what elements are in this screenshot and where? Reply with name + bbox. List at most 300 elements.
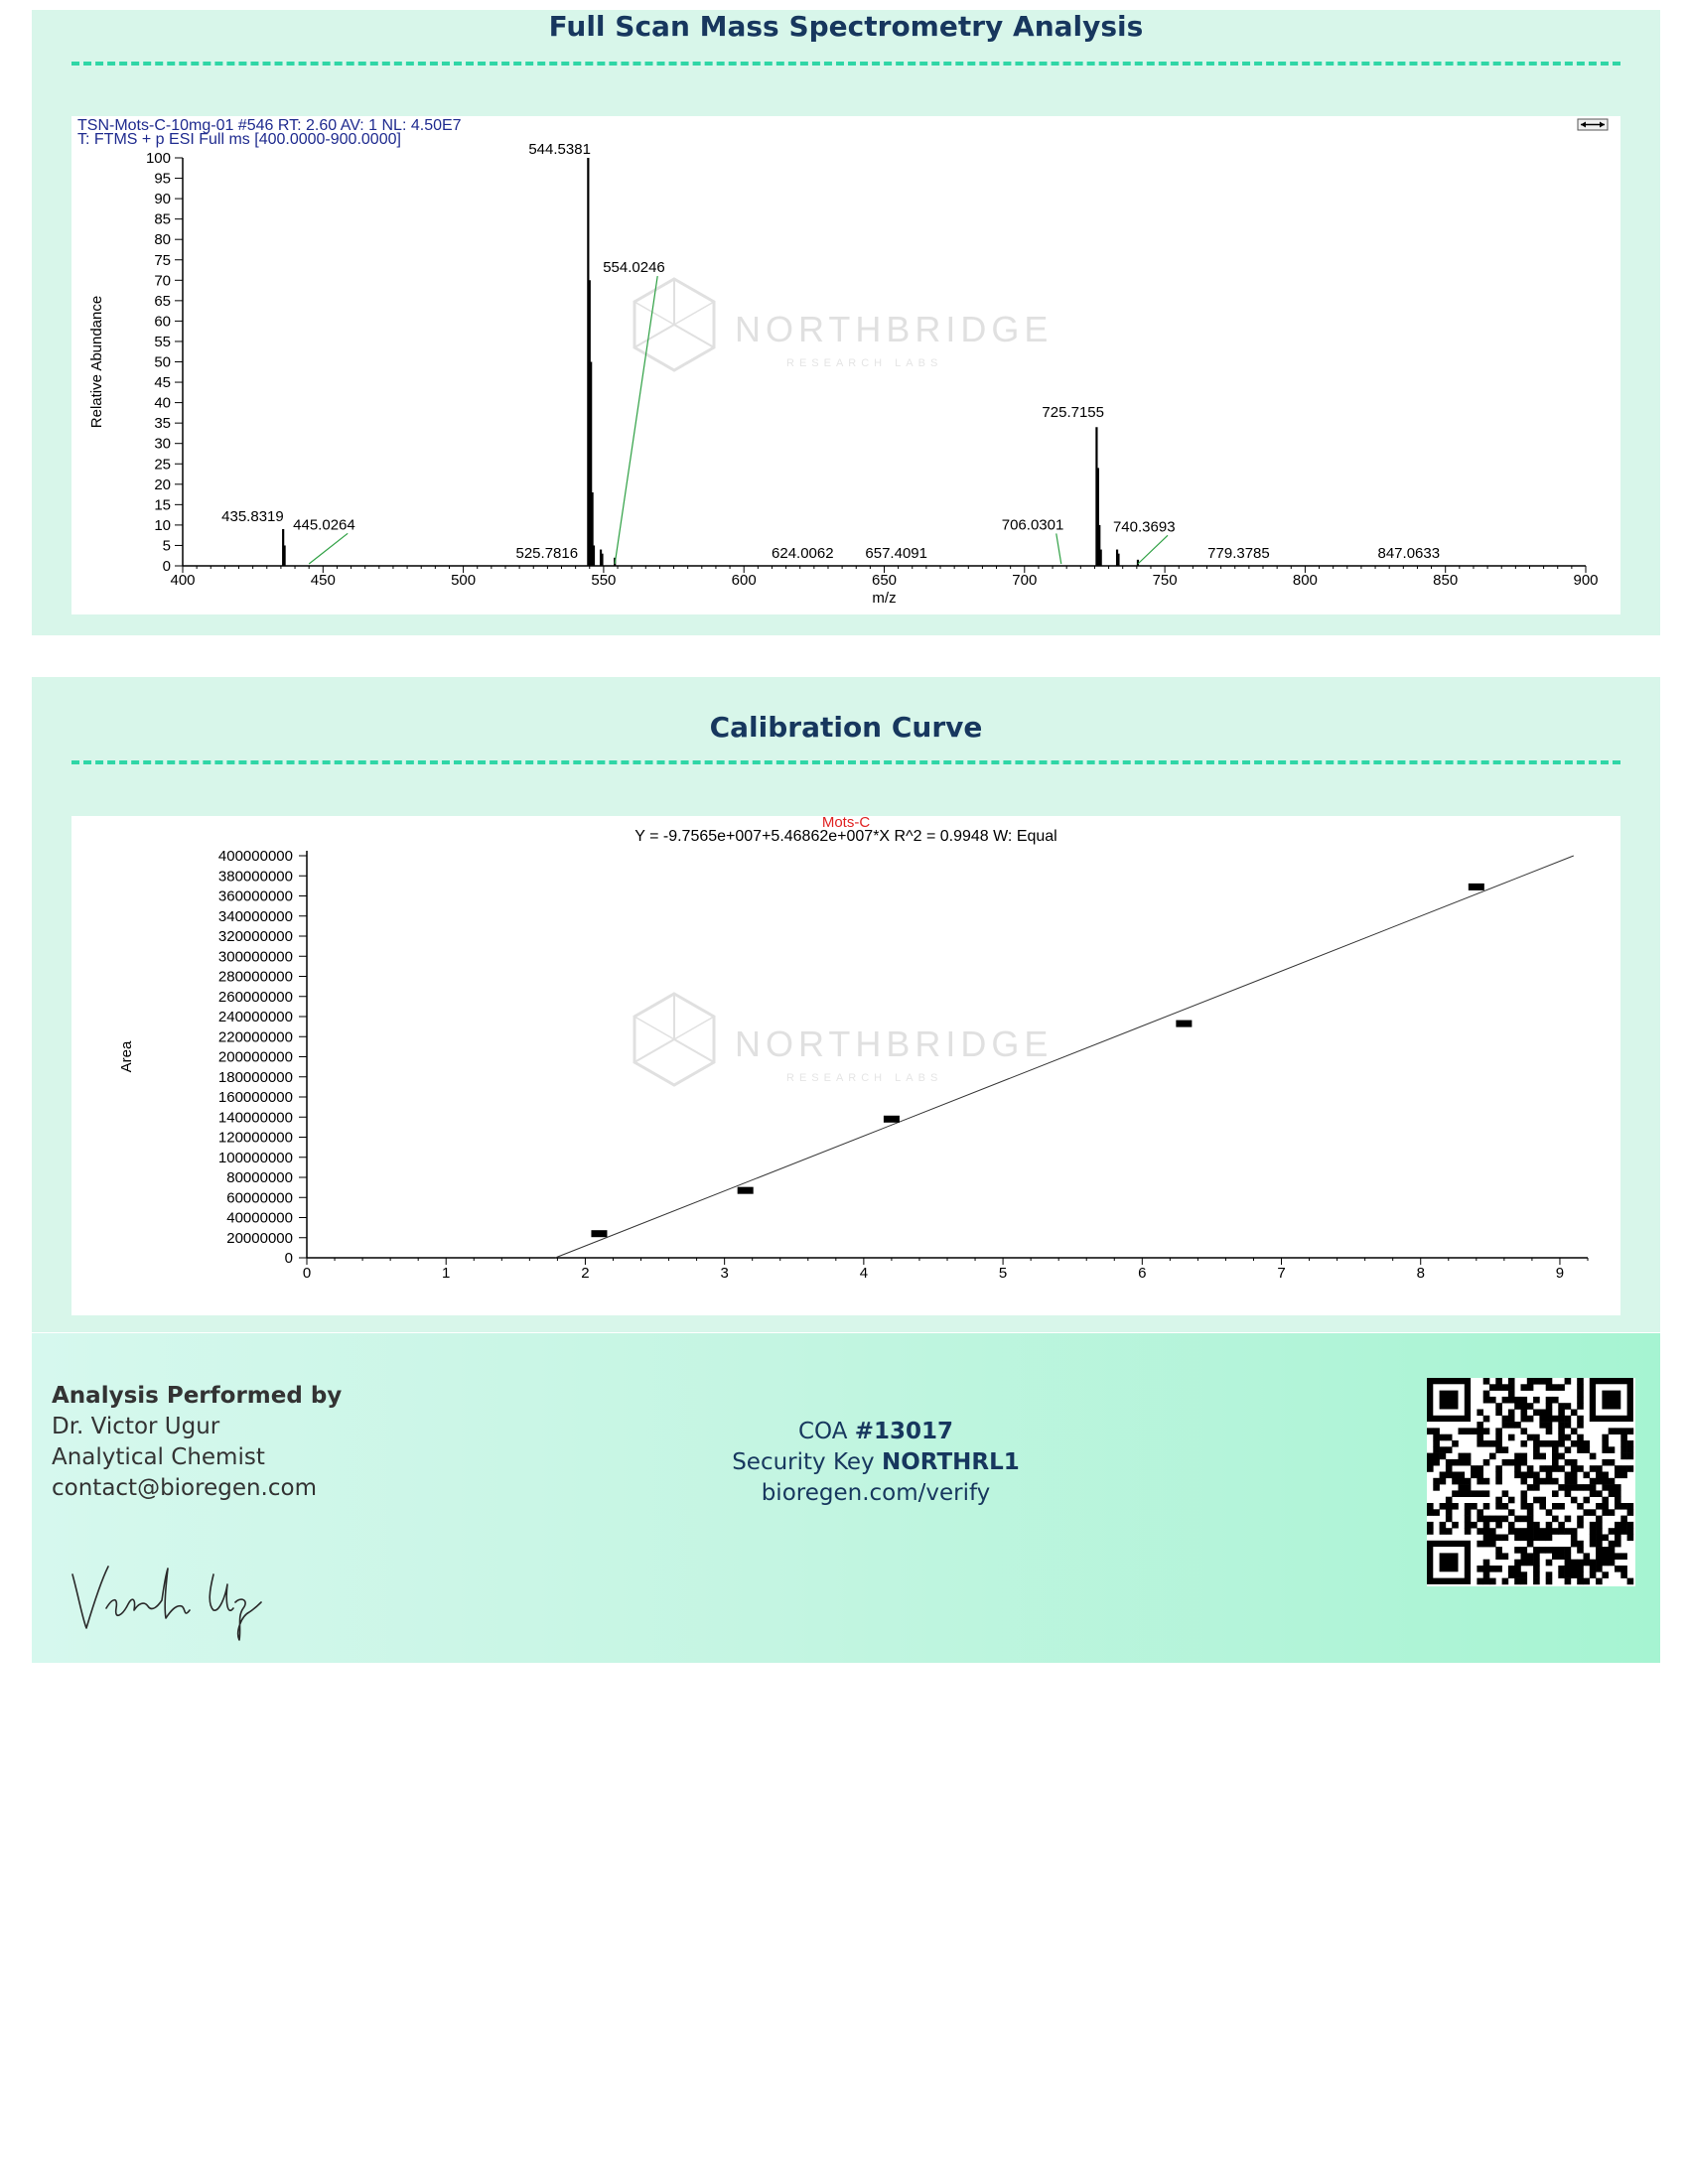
qr-module [1465, 1528, 1472, 1535]
qr-module [1483, 1378, 1490, 1385]
qr-module [1465, 1453, 1472, 1460]
qr-module [1533, 1410, 1540, 1417]
y-tick-label: 10 [154, 516, 171, 534]
qr-module [1558, 1422, 1565, 1429]
qr-module [1620, 1440, 1627, 1447]
qr-module [1521, 1490, 1528, 1497]
qr-module [1477, 1410, 1483, 1417]
qr-module [1627, 1446, 1634, 1453]
calibration-point [884, 1116, 900, 1123]
qr-finder-center [1440, 1553, 1459, 1571]
qr-module [1459, 1428, 1466, 1434]
qr-module [1452, 1440, 1459, 1447]
qr-module [1446, 1465, 1453, 1472]
qr-module [1546, 1440, 1553, 1447]
qr-module [1446, 1509, 1453, 1516]
qr-module [1552, 1547, 1559, 1554]
qr-module [1620, 1434, 1627, 1441]
qr-module [1615, 1428, 1621, 1434]
qr-module [1527, 1509, 1534, 1516]
qr-module [1533, 1484, 1540, 1491]
qr-module [1590, 1465, 1597, 1472]
qr-module [1533, 1478, 1540, 1485]
qr-module [1558, 1547, 1565, 1554]
qr-module [1596, 1578, 1603, 1585]
qr-module [1521, 1478, 1528, 1485]
qr-module [1620, 1566, 1627, 1572]
peak-label: 740.3693 [1112, 518, 1176, 536]
qr-module [1514, 1566, 1521, 1572]
qr-module [1546, 1428, 1553, 1434]
x-tick-label: 550 [591, 572, 617, 589]
qr-module [1584, 1509, 1591, 1516]
qr-module [1565, 1560, 1572, 1567]
x-tick-label: 8 [1416, 1265, 1425, 1282]
qr-module [1508, 1410, 1515, 1417]
qr-module [1489, 1384, 1496, 1391]
qr-module [1452, 1522, 1459, 1529]
qr-module [1533, 1446, 1540, 1453]
qr-module [1609, 1541, 1616, 1548]
qr-module [1483, 1391, 1490, 1398]
qr-module [1571, 1440, 1578, 1447]
qr-module [1602, 1497, 1609, 1504]
peak-leader-line [309, 533, 348, 564]
qr-module [1552, 1553, 1559, 1560]
qr-module [1609, 1484, 1616, 1491]
qr-module [1427, 1509, 1434, 1516]
qr-module [1539, 1378, 1546, 1385]
qr-module [1596, 1541, 1603, 1548]
y-tick-label: 360000000 [217, 887, 293, 905]
analyst-signature [67, 1547, 295, 1646]
qr-module [1502, 1490, 1509, 1497]
y-tick-label: 25 [154, 456, 171, 474]
qr-module [1571, 1497, 1578, 1504]
qr-module [1471, 1428, 1477, 1434]
qr-module [1552, 1503, 1559, 1510]
qr-module [1577, 1403, 1584, 1410]
qr-module [1514, 1453, 1521, 1460]
qr-module [1590, 1528, 1597, 1535]
qr-module [1565, 1528, 1572, 1535]
coa-footer [32, 1333, 1660, 1663]
qr-module [1565, 1484, 1572, 1491]
qr-module [1558, 1403, 1565, 1410]
qr-module [1514, 1535, 1521, 1542]
qr-module [1483, 1528, 1490, 1535]
qr-module [1577, 1547, 1584, 1554]
qr-module [1590, 1490, 1597, 1497]
qr-module [1627, 1535, 1634, 1542]
northbridge-logo-icon [634, 994, 714, 1085]
qr-module [1508, 1497, 1515, 1504]
x-tick-label: 900 [1573, 572, 1599, 589]
y-tick-label: 55 [154, 333, 171, 350]
qr-module [1620, 1528, 1627, 1535]
qr-module [1620, 1428, 1627, 1434]
peak-label: 435.8319 [221, 507, 284, 525]
divider [71, 62, 1620, 66]
qr-module [1446, 1472, 1453, 1479]
qr-module [1502, 1503, 1509, 1510]
qr-module [1615, 1472, 1621, 1479]
qr-module [1533, 1566, 1540, 1572]
qr-module [1615, 1503, 1621, 1510]
qr-module [1627, 1522, 1634, 1529]
qr-module [1433, 1440, 1440, 1447]
x-tick-label: 450 [310, 572, 336, 589]
x-tick-label: 7 [1277, 1265, 1286, 1282]
y-tick-label: 30 [154, 435, 171, 453]
qr-module [1609, 1478, 1616, 1485]
qr-module [1508, 1509, 1515, 1516]
qr-module [1571, 1465, 1578, 1472]
qr-module [1552, 1478, 1559, 1485]
qr-module [1558, 1566, 1565, 1572]
qr-module [1596, 1528, 1603, 1535]
spectrum-header-line2: T: FTMS + p ESI Full ms [400.0000-900.0000] [77, 131, 401, 148]
peak-label: 525.7816 [515, 544, 579, 562]
qr-module [1584, 1497, 1591, 1504]
qr-module [1577, 1391, 1584, 1398]
y-tick-label: 180000000 [217, 1068, 293, 1086]
qr-module [1533, 1440, 1540, 1447]
qr-module [1602, 1503, 1609, 1510]
qr-module [1483, 1490, 1490, 1497]
y-tick-label: 240000000 [217, 1009, 293, 1025]
qr-module [1477, 1541, 1483, 1548]
qr-module [1483, 1566, 1490, 1572]
qr-module [1596, 1547, 1603, 1554]
mass-spectrum-panel [71, 116, 1620, 614]
qr-module [1609, 1459, 1616, 1466]
qr-module [1502, 1422, 1509, 1429]
x-tick-label: 9 [1555, 1265, 1565, 1282]
qr-module [1521, 1497, 1528, 1504]
qr-module [1577, 1560, 1584, 1567]
qr-module [1552, 1528, 1559, 1535]
qr-module [1433, 1453, 1440, 1460]
qr-module [1477, 1465, 1483, 1472]
qr-module [1440, 1478, 1447, 1485]
mass-spec-title: Full Scan Mass Spectrometry Analysis [548, 10, 1144, 43]
qr-module [1596, 1535, 1603, 1542]
qr-module [1495, 1478, 1502, 1485]
y-tick-label: 60 [154, 313, 171, 331]
qr-module [1502, 1553, 1509, 1560]
qr-module [1521, 1416, 1528, 1423]
qr-module [1602, 1509, 1609, 1516]
watermark-sub: RESEARCH LABS [786, 1072, 943, 1084]
qr-module [1620, 1571, 1627, 1578]
qr-module [1577, 1571, 1584, 1578]
y-tick-label: 100000000 [217, 1149, 293, 1166]
qr-module [1584, 1446, 1591, 1453]
qr-module [1514, 1516, 1521, 1523]
zoom-control-icon[interactable] [1578, 119, 1608, 130]
qr-module [1533, 1397, 1540, 1404]
qr-module [1514, 1571, 1521, 1578]
qr-module [1609, 1553, 1616, 1560]
peak-label: 624.0062 [772, 544, 834, 562]
qr-module [1483, 1522, 1490, 1529]
qr-module [1577, 1522, 1584, 1529]
verify-link[interactable]: bioregen.com/verify [761, 1480, 991, 1506]
x-tick-label: 600 [731, 572, 757, 589]
qr-module [1565, 1422, 1572, 1429]
qr-module [1584, 1440, 1591, 1447]
qr-module [1521, 1535, 1528, 1542]
qr-module [1527, 1378, 1534, 1385]
qr-module [1459, 1472, 1466, 1479]
qr-module [1508, 1434, 1515, 1441]
qr-module [1483, 1560, 1490, 1567]
qr-module [1590, 1453, 1597, 1460]
x-tick-label: 5 [998, 1265, 1008, 1282]
qr-module [1459, 1459, 1466, 1466]
qr-module [1465, 1428, 1472, 1434]
qr-module [1452, 1490, 1459, 1497]
qr-module [1615, 1497, 1621, 1504]
qr-module [1627, 1578, 1634, 1585]
qr-module [1433, 1509, 1440, 1516]
qr-module [1565, 1472, 1572, 1479]
qr-module [1539, 1410, 1546, 1417]
calibration-panel [71, 816, 1620, 1315]
qr-module [1546, 1571, 1553, 1578]
y-tick-label: 95 [154, 170, 171, 188]
qr-module [1471, 1490, 1477, 1497]
y-tick-label: 40 [154, 394, 171, 412]
qr-module [1508, 1571, 1515, 1578]
qr-module [1521, 1440, 1528, 1447]
qr-module [1477, 1490, 1483, 1497]
qr-module [1602, 1440, 1609, 1447]
qr-module [1577, 1384, 1584, 1391]
qr-module [1533, 1553, 1540, 1560]
qr-module [1433, 1484, 1440, 1491]
qr-module [1584, 1472, 1591, 1479]
qr-module [1527, 1516, 1534, 1523]
qr-module [1615, 1484, 1621, 1491]
qr-module [1527, 1503, 1534, 1510]
qr-module [1452, 1459, 1459, 1466]
qr-module [1471, 1472, 1477, 1479]
qr-module [1440, 1446, 1447, 1453]
qr-module [1427, 1459, 1434, 1466]
qr-module [1615, 1490, 1621, 1497]
qr-module [1584, 1578, 1591, 1585]
x-tick-label: 3 [720, 1265, 729, 1282]
qr-module [1465, 1503, 1472, 1510]
qr-module [1596, 1560, 1603, 1567]
peak-leader-line [1138, 535, 1168, 564]
qr-module [1489, 1528, 1496, 1535]
qr-module [1565, 1446, 1572, 1453]
qr-module [1539, 1465, 1546, 1472]
qr-module [1620, 1553, 1627, 1560]
analyst-email[interactable]: contact@bioregen.com [52, 1475, 317, 1501]
qr-module [1558, 1410, 1565, 1417]
qr-module [1495, 1516, 1502, 1523]
qr-module [1590, 1560, 1597, 1567]
qr-module [1527, 1528, 1534, 1535]
qr-module [1571, 1566, 1578, 1572]
qr-module [1539, 1535, 1546, 1542]
qr-module [1514, 1465, 1521, 1472]
qr-module [1539, 1528, 1546, 1535]
x-tick-label: 2 [581, 1265, 590, 1282]
y-tick-label: 340000000 [217, 907, 293, 925]
qr-module [1495, 1497, 1502, 1504]
qr-module [1502, 1516, 1509, 1523]
qr-module [1609, 1560, 1616, 1567]
peak-label: 657.4091 [865, 544, 927, 562]
qr-module [1546, 1560, 1553, 1567]
qr-module [1521, 1384, 1528, 1391]
qr-module [1546, 1509, 1553, 1516]
qr-module [1527, 1472, 1534, 1479]
qr-module [1620, 1503, 1627, 1510]
y-tick-label: 380000000 [217, 868, 293, 886]
qr-module [1446, 1497, 1453, 1504]
qr-module [1577, 1434, 1584, 1441]
qr-module [1483, 1516, 1490, 1523]
qr-module [1452, 1503, 1459, 1510]
qr-module [1546, 1422, 1553, 1429]
qr-finder-center [1602, 1391, 1620, 1410]
x-axis-label: m/z [872, 590, 897, 607]
peak-label: 554.0246 [603, 259, 665, 277]
qr-module [1539, 1440, 1546, 1447]
qr-module [1615, 1541, 1621, 1548]
qr-module [1471, 1522, 1477, 1529]
peak-label: 725.7155 [1042, 404, 1105, 422]
qr-module [1489, 1535, 1496, 1542]
qr-module [1609, 1509, 1616, 1516]
qr-module [1483, 1440, 1490, 1447]
qr-module [1527, 1560, 1534, 1567]
qr-module [1602, 1459, 1609, 1466]
qr-module [1627, 1465, 1634, 1472]
qr-module [1521, 1410, 1528, 1417]
qr-module [1620, 1465, 1627, 1472]
qr-module [1508, 1528, 1515, 1535]
qr-module [1446, 1434, 1453, 1441]
peak-label: 706.0301 [1001, 516, 1064, 534]
qr-module [1602, 1434, 1609, 1441]
coa-block [588, 1417, 1164, 1509]
qr-module [1533, 1528, 1540, 1535]
y-tick-label: 120000000 [217, 1129, 293, 1147]
peak-leader-line [615, 276, 657, 564]
qr-module [1495, 1410, 1502, 1417]
qr-module [1514, 1459, 1521, 1466]
qr-module [1440, 1472, 1447, 1479]
qr-module [1620, 1453, 1627, 1460]
qr-module [1465, 1484, 1472, 1491]
qr-module [1577, 1465, 1584, 1472]
qr-module [1596, 1478, 1603, 1485]
northbridge-watermark [634, 279, 1053, 370]
qr-module [1615, 1535, 1621, 1542]
x-tick-label: 0 [302, 1265, 312, 1282]
qr-module [1495, 1465, 1502, 1472]
qr-module [1477, 1509, 1483, 1516]
qr-module [1627, 1528, 1634, 1535]
qr-module [1495, 1446, 1502, 1453]
qr-module [1502, 1459, 1509, 1466]
qr-module [1527, 1416, 1534, 1423]
y-tick-label: 35 [154, 415, 171, 433]
qr-module [1502, 1384, 1509, 1391]
qr-module [1514, 1472, 1521, 1479]
qr-module [1596, 1522, 1603, 1529]
y-tick-label: 280000000 [217, 968, 293, 986]
qr-module [1446, 1503, 1453, 1510]
qr-module [1508, 1391, 1515, 1398]
qr-module [1602, 1484, 1609, 1491]
x-tick-label: 1 [442, 1265, 451, 1282]
qr-module [1477, 1428, 1483, 1434]
qr-module [1627, 1440, 1634, 1447]
qr-module [1521, 1453, 1528, 1460]
qr-module [1433, 1428, 1440, 1434]
qr-module [1477, 1578, 1483, 1585]
qr-module [1609, 1446, 1616, 1453]
qr-module [1527, 1535, 1534, 1542]
qr-module [1602, 1547, 1609, 1554]
security-key-prefix: Security Key [732, 1449, 882, 1475]
qr-module [1565, 1478, 1572, 1485]
qr-module [1495, 1384, 1502, 1391]
qr-module [1427, 1522, 1434, 1529]
verification-qr-code[interactable] [1427, 1378, 1635, 1586]
qr-module [1565, 1434, 1572, 1441]
qr-module [1565, 1553, 1572, 1560]
qr-module [1483, 1478, 1490, 1485]
qr-module [1571, 1478, 1578, 1485]
peak-label: 779.3785 [1207, 544, 1270, 562]
qr-module [1627, 1428, 1634, 1434]
qr-module [1609, 1547, 1616, 1554]
qr-module [1452, 1472, 1459, 1479]
y-tick-label: 0 [284, 1250, 293, 1267]
qr-module [1502, 1446, 1509, 1453]
x-tick-label: 850 [1433, 572, 1459, 589]
qr-module [1546, 1465, 1553, 1472]
qr-module [1546, 1528, 1553, 1535]
qr-module [1521, 1571, 1528, 1578]
qr-module [1483, 1397, 1490, 1404]
qr-module [1552, 1416, 1559, 1423]
qr-module [1527, 1465, 1534, 1472]
y-tick-label: 0 [162, 558, 171, 575]
y-tick-label: 300000000 [217, 948, 293, 966]
security-key-line [588, 1447, 1164, 1478]
y-tick-label: 50 [154, 353, 171, 371]
y-tick-label: 40000000 [226, 1209, 293, 1227]
calibration-chart-title: Mots-C [821, 816, 871, 831]
qr-module [1427, 1503, 1434, 1510]
qr-module [1521, 1459, 1528, 1466]
peak-leader-line [1056, 533, 1061, 564]
qr-module [1508, 1416, 1515, 1423]
qr-module [1527, 1384, 1534, 1391]
qr-module [1427, 1528, 1434, 1535]
y-tick-label: 5 [162, 537, 171, 555]
